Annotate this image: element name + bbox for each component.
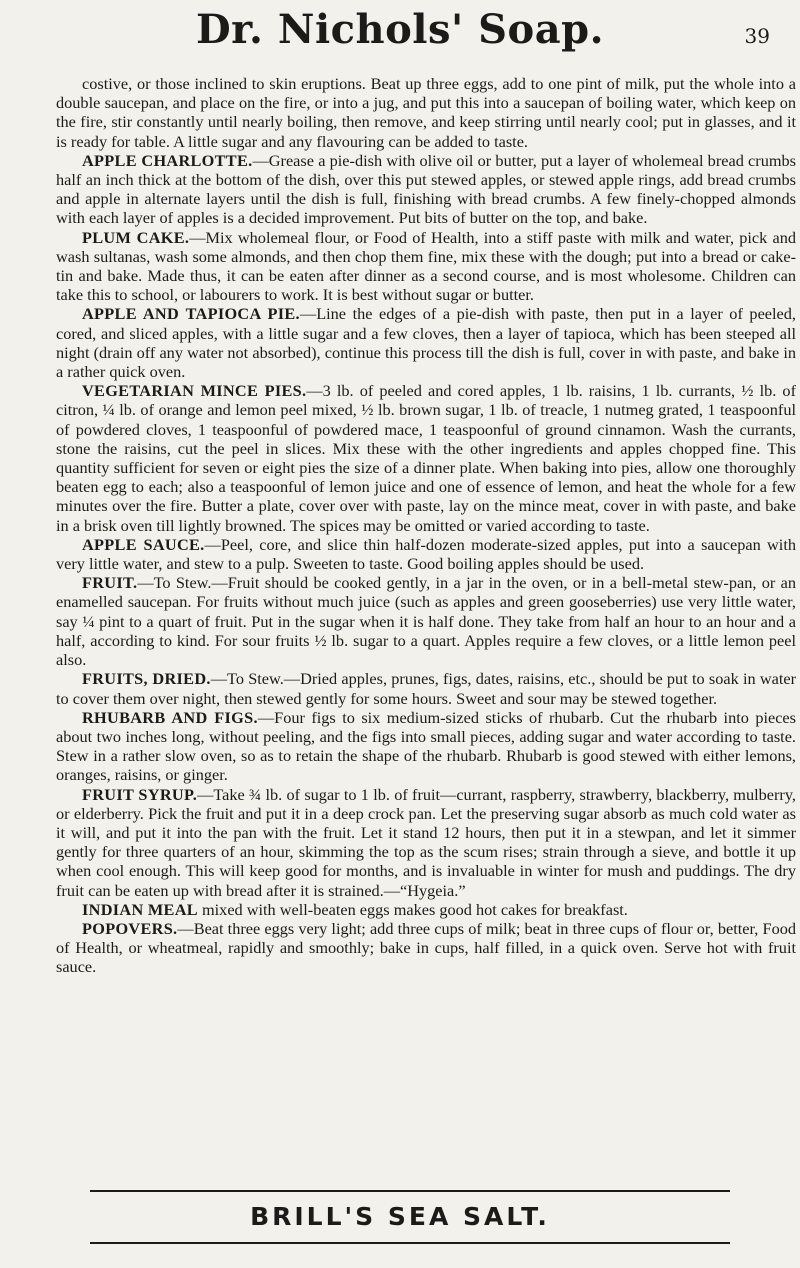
- recipe-heading: FRUIT SYRUP.: [82, 784, 198, 804]
- recipe-heading: INDIAN MEAL: [82, 899, 198, 919]
- paragraph: [56, 304, 796, 381]
- recipe-body: —Peel, core, and slice thin half-dozen moderate-sized apples, put into a saucepan with very little water, and stew to a pulp. Sweeten to taste. Good boiling apples should be used.: [56, 534, 796, 574]
- advertisement-footer: BRILL'S SEA SALT.: [250, 1202, 550, 1231]
- recipe-heading: PLUM CAKE.: [82, 227, 190, 247]
- recipe-heading: FRUIT.: [82, 573, 138, 593]
- recipe-heading: APPLE SAUCE.: [82, 534, 205, 554]
- paragraph: [56, 669, 796, 707]
- recipe-heading: RHUBARB AND FIGS.: [82, 707, 258, 727]
- page-header: [0, 4, 800, 60]
- recipe-heading: VEGETARIAN MINCE PIES.: [82, 381, 307, 401]
- paragraph: [56, 151, 796, 228]
- paragraph: [56, 74, 796, 151]
- recipe-body: mixed with well-beaten eggs makes good hot cakes for breakfast.: [197, 899, 628, 919]
- page-title: Dr. Nichols' Soap.: [195, 6, 605, 53]
- recipe-heading: APPLE CHARLOTTE.: [82, 150, 253, 170]
- recipe-heading: POPOVERS.: [82, 918, 178, 938]
- recipe-body: costive, or those inclined to skin eruptions. Beat up three eggs, add to one pint of milk, put the whole into a double saucepan, and place on the fire, or into a jug, and put this into a saucepan of boiling water, which keep on the fire, stir constantly until nearly boiling, then remove, and keep stirring until nearly cool; put in glasses, and it is ready for table. A little sugar and any flavouring can be added to taste.: [56, 74, 796, 151]
- paragraph: [56, 228, 796, 305]
- recipe-body: —Beat three eggs very light; add three cups of milk; beat in three cups of flour or, better, Food of Health, or wheatmeal, rapidly and smoothly; bake in cups, half filled, in a quick oven. Serve hot with fruit sauce.: [56, 918, 796, 977]
- recipe-body: —To Stew.—Fruit should be cooked gently, in a jar in the oven, or in a bell-metal stew-pan, or an enamelled saucepan. For fruits without much juice (such as apples and green gooseberries) use very little water, say ¼ pint to a quart of fruit. Put in the sugar when it is half done. They take from half an hour to an hour and a half, according to kind. For sour fruits ½ lb. sugar to a quart. Apples require a few cloves, or a little lemon peel also.: [56, 573, 796, 670]
- recipe-body: —Four figs to six medium-sized sticks of rhubarb. Cut the rhubarb into pieces about two inches long, without peeling, and the figs into small pieces, adding sugar and water according to taste. Stew in a rather slow oven, so as to retain the shape of the rhubarb. Rhubarb is good stewed with either lemons, oranges, raisins, or ginger.: [56, 707, 796, 785]
- paragraph: [56, 381, 796, 535]
- recipe-text: [56, 74, 796, 1184]
- paragraph: [56, 919, 796, 977]
- recipe-body: —Line the edges of a pie-dish with paste, then put in a layer of peeled, cored, and sliced apples, with a little sugar and a few cloves, then a layer of tapioca, which has been steeped all night (drain off any water not absorbed), continue this process till the dish is full, cover in with paste, and bake in a rather quick oven.: [56, 304, 796, 382]
- paragraph: [56, 535, 796, 573]
- divider-rule: [90, 1190, 730, 1192]
- recipe-body: —To Stew.—Dried apples, prunes, figs, dates, raisins, etc., should be put to soak in water to cover them over night, then stewed gently for some hours. Sweet and sour may be stewed together.: [56, 669, 796, 708]
- recipe-heading: FRUITS, DRIED.: [82, 669, 211, 689]
- page-number: 39: [744, 24, 770, 48]
- paragraph: [56, 708, 796, 785]
- paragraph: [56, 900, 796, 919]
- recipe-body: —3 lb. of peeled and cored apples, 1 lb. raisins, 1 lb. currants, ½ lb. of citron, ¼ lb. of orange and lemon peel mixed, ½ lb. brown sugar, 1 lb. of treacle, 1 nutmeg grated, 1 teaspoonful of powdered cloves, 1 teaspoonful of powdered mace, 1 teaspoonful of ground cinnamon. Wash the currants, stone the raisins, cut the peel in slices. Mix these with the other ingredients and apples chopped fine. This quantity sufficient for seven or eight pies the size of a dinner plate. When baking into pies, allow one thoroughly beaten egg to each; also a teaspoonful of lemon juice and one of essence of lemon, and heat the whole for a few minutes over the fire. Butter a plate, cover over with paste, lay on the mince meat, cover in with paste, and bake in a brisk oven till lightly browned. The spices may be omitted or varied according to taste.: [56, 381, 796, 535]
- recipe-body: —Mix wholemeal flour, or Food of Health, into a stiff paste with milk and water, pick and wash sultanas, wash some almonds, and then chop them fine, mix these with the dough; put into a bread or cake-tin and bake. Made thus, it can be eaten after dinner as a second course, and is most wholesome. Children can take this to school, or labourers to work. It is best without sugar or butter.: [56, 227, 796, 305]
- recipe-body: —Grease a pie-dish with olive oil or butter, put a layer of wholemeal bread crumbs half an inch thick at the bottom of the dish, over this put stewed apples, or stewed apple rings, add bread crumbs and apple in alternate layers until the dish is full, finishing with bread crumbs. A few finely-chopped almonds with each layer of apples is a decided improvement. Put bits of butter on the top, and bake.: [56, 150, 796, 228]
- paragraph: [56, 573, 796, 669]
- recipe-heading: APPLE AND TAPIOCA PIE.: [82, 304, 300, 324]
- recipe-body: —Take ¾ lb. of sugar to 1 lb. of fruit—currant, raspberry, strawberry, blackberry, mulberry, or elderberry. Pick the fruit and put it in a deep crock pan. Let the preserving sugar absorb as much cold water as it will, and put it into the pan with the fruit. Let it stand 12 hours, then put it in a stewpan, and let it simmer gently for three quarters of an hour, skimming the top as the scum rises; strain through a sieve, and bottle it up when cool enough. This will keep good for months, and is invaluable in winter for mush and puddings. The dry fruit can be eaten up with bread after it is strained.—“Hygeia.”: [56, 784, 796, 900]
- divider-rule: [90, 1242, 730, 1244]
- paragraph: [56, 785, 796, 900]
